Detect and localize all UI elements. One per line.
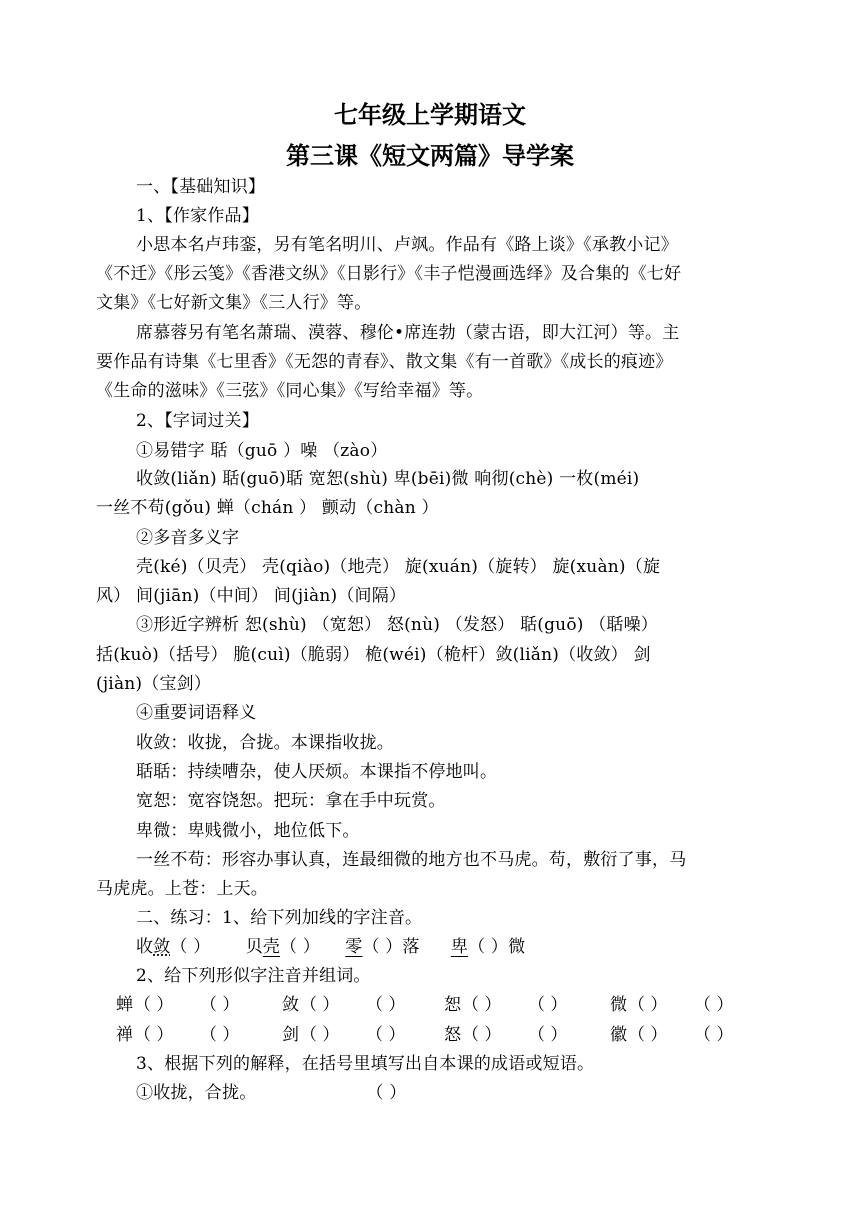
answer-blank[interactable]: （ ） (200, 1025, 240, 1045)
exercise-1-row (136, 936, 816, 958)
paragraph-line: (jiàn)（宝剑） (96, 674, 212, 694)
answer-blank[interactable]: （ ） (462, 1025, 502, 1045)
exercise-heading: 二、练习：1、给下列加线的字注音。 (136, 908, 423, 928)
item-text: ①收拢，合拢。 (136, 1083, 257, 1103)
paragraph-line: 收敛(liǎn) 聒(guō)聒 宽恕(shù) 卑(bēi)微 响彻(chè) 一枚(méi) (136, 469, 640, 489)
char-grid-row (116, 1024, 776, 1046)
subsection-heading: 2、【字词过关】 (136, 411, 259, 431)
paragraph-line: 括(kuò)（括号） 脆(cuì)（脆弱） 桅(wéi)（桅杆）敛(liǎn)（收敛） 剑 (96, 645, 651, 665)
answer-blank[interactable]: （ ） (280, 937, 321, 957)
answer-blank[interactable]: （ ） (628, 1025, 668, 1045)
answer-blank[interactable]: （ ） (366, 1083, 407, 1103)
paragraph-line: 收敛：收拢，合拢。本课指收拢。 (136, 733, 394, 753)
answer-blank[interactable]: （ ）落 (362, 937, 420, 957)
answer-blank[interactable]: （ ） (694, 995, 734, 1015)
answer-blank[interactable]: （ ） (366, 1025, 406, 1045)
exercise-heading: 3、根据下列的解释，在括号里填写出自本课的成语或短语。 (136, 1054, 595, 1074)
grid-char: 禅 (116, 1025, 133, 1045)
grid-char: 蝉 (116, 995, 133, 1015)
grid-char: 徽 (610, 1025, 627, 1045)
doc-subtitle: 第三课《短文两篇》导学案 (286, 141, 574, 170)
paragraph-line: 文集》《七好新文集》《三人行》等。 (96, 293, 372, 313)
answer-blank[interactable]: （ ） (366, 995, 406, 1015)
answer-blank[interactable]: （ ） (528, 1025, 568, 1045)
marked-char: 壳 (262, 937, 281, 957)
doc-title: 七年级上学期语文 (334, 100, 526, 129)
answer-blank[interactable]: （ ） (462, 995, 502, 1015)
exercise-item (136, 1082, 816, 1104)
word-text: 收 (136, 937, 154, 957)
paragraph-line: 聒聒：持续嘈杂，使人厌烦。本课指不停地叫。 (136, 762, 498, 782)
answer-blank[interactable]: （ ） (170, 937, 211, 957)
paragraph-line: 席慕蓉另有笔名萧瑞、漠蓉、穆伦•席连勃（蒙古语，即大江河）等。主 (136, 323, 680, 343)
answer-blank[interactable]: （ ） (694, 1025, 734, 1045)
exercise-heading: 2、给下列形似字注音并组词。 (136, 966, 371, 986)
grid-char: 微 (610, 995, 627, 1015)
grid-char: 剑 (282, 1025, 299, 1045)
paragraph-line: 壳(ké)（贝壳） 壳(qiào)（地壳） 旋(xuán)（旋转） 旋(xuàn)（旋 (136, 557, 661, 577)
answer-blank[interactable]: （ ） (134, 995, 174, 1015)
paragraph-line: ④重要词语释义 (136, 703, 257, 723)
paragraph-line: 风） 间(jiān)（中间） 间(jiàn)（间隔） (96, 586, 407, 606)
paragraph-line: ①易错字 聒（guō ）噪 （zào） (136, 441, 388, 461)
paragraph-line: ③形近字辨析 恕(shù) （宽恕） 怒(nù) （发怒） 聒(guō) （聒噪） (136, 615, 659, 635)
paragraph-line: 一丝不苟：形容办事认真，连最细微的地方也不马虎。苟，敷衍了事，马 (136, 850, 687, 870)
marked-char: 敛 (153, 937, 171, 957)
grid-char: 敛 (282, 995, 299, 1015)
answer-blank[interactable]: （ ） (528, 995, 568, 1015)
subsection-heading: 1、【作家作品】 (136, 206, 259, 226)
answer-blank[interactable]: （ ） (134, 1025, 174, 1045)
grid-char: 恕 (444, 995, 461, 1015)
paragraph-line: 《不迁》《彤云笺》《香港文纵》《日影行》《丰子恺漫画选绎》及合集的《七好 (96, 264, 682, 284)
grid-char: 怒 (444, 1025, 461, 1045)
paragraph-line: 宽恕：宽容饶恕。把玩：拿在手中玩赏。 (136, 791, 446, 811)
answer-blank[interactable]: （ ） (300, 1025, 340, 1045)
paragraph-line: 卑微：卑贱微小，地位低下。 (136, 821, 360, 841)
marked-char: 卑 (450, 937, 469, 957)
paragraph-line: 要作品有诗集《七里香》《无怨的青春》、散文集《有一首歌》《成长的痕迹》 (96, 352, 673, 372)
paragraph-line: 《生命的滋味》《三弦》《同心集》《写给幸福》等。 (96, 381, 484, 401)
paragraph-line: ②多音多义字 (136, 528, 240, 548)
char-grid-row (116, 994, 776, 1016)
marked-char: 零 (345, 937, 363, 957)
paragraph-line: 一丝不苟(gǒu) 蝉（chán ） 颤动（chàn ） (96, 498, 439, 518)
answer-blank[interactable]: （ ）微 (468, 937, 526, 957)
section-heading: 一、【基础知识】 (136, 177, 266, 197)
answer-blank[interactable]: （ ） (300, 995, 340, 1015)
answer-blank[interactable]: （ ） (200, 995, 240, 1015)
answer-blank[interactable]: （ ） (628, 995, 668, 1015)
word-text: 贝 (245, 937, 263, 957)
paragraph-line: 小思本名卢玮銮，另有笔名明川、卢飒。作品有《路上谈》《承教小记》 (136, 235, 678, 255)
paragraph-line: 马虎虎。上苍：上天。 (96, 879, 268, 899)
